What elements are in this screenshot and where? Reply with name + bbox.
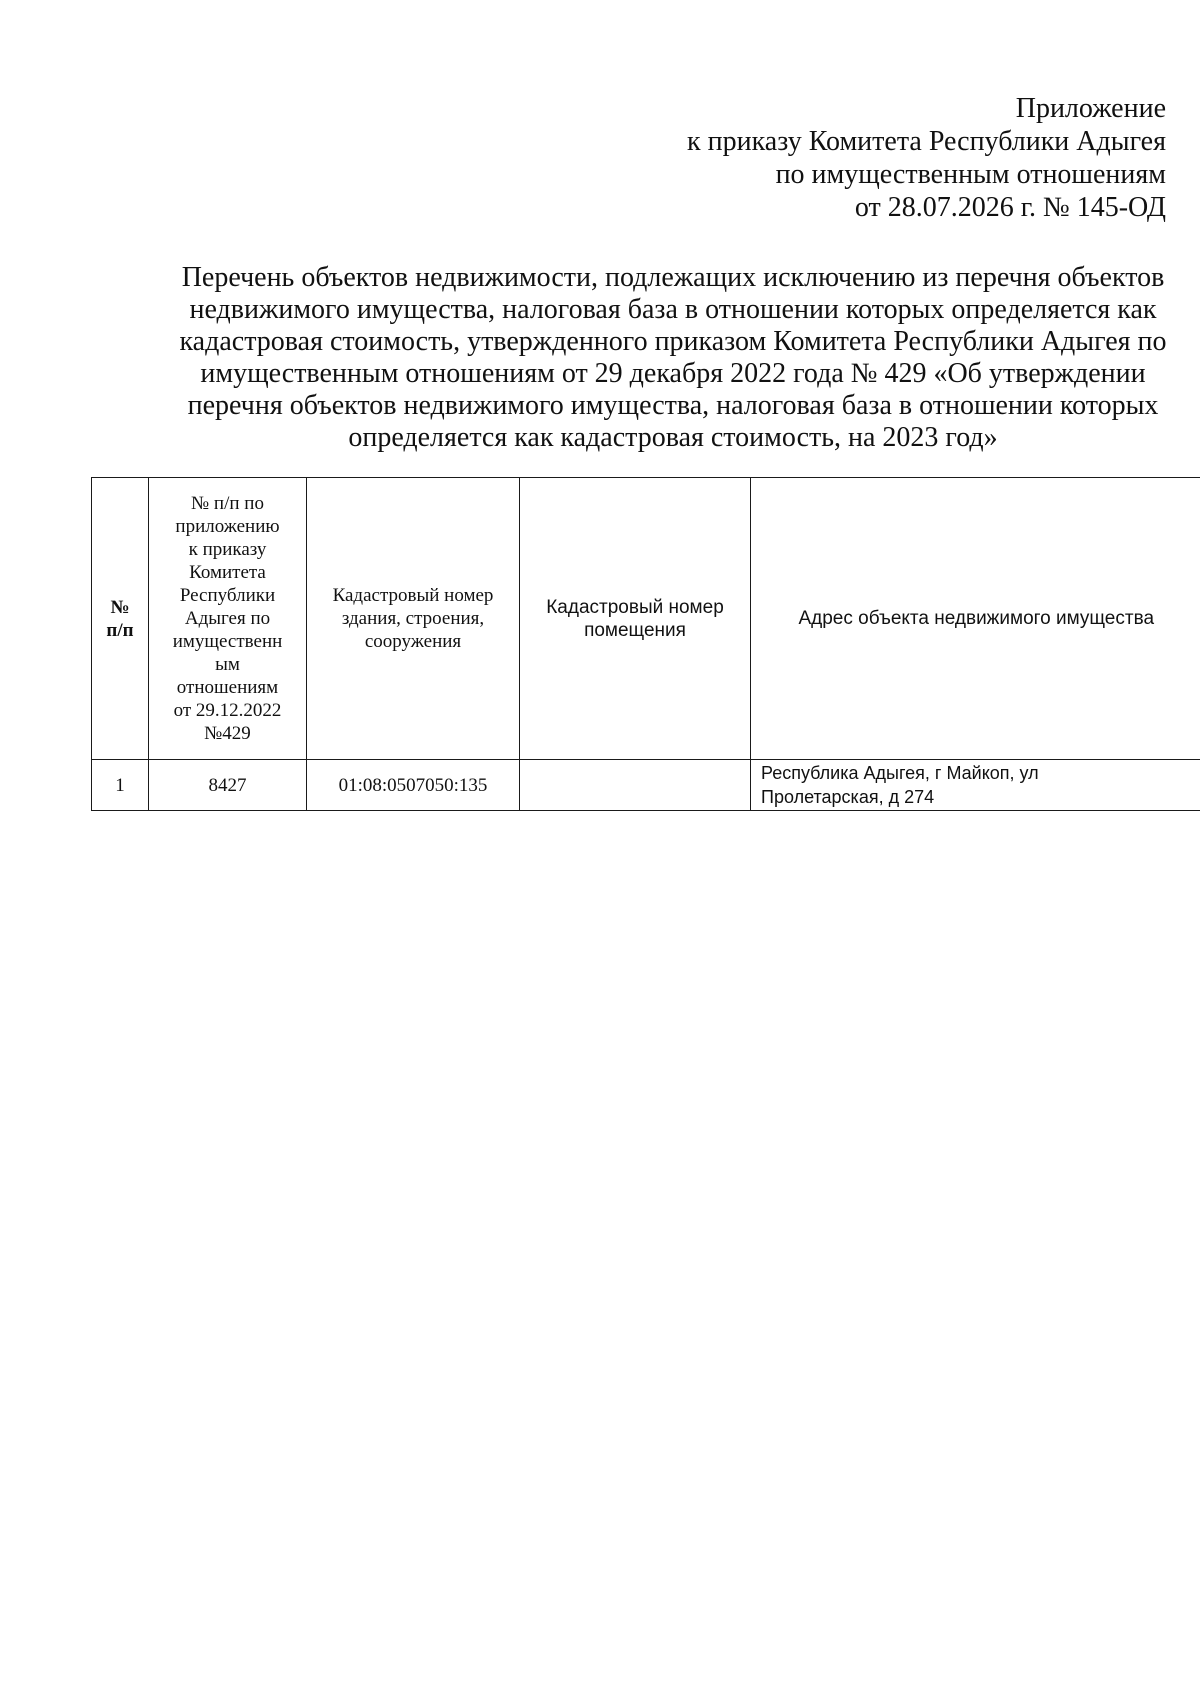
appendix-order-ref: к приказу Комитета Республики Адыгея — [687, 126, 1166, 157]
header-num: № п/п — [92, 478, 149, 760]
header-building-cadastral: Кадастровый номер здания, строения, сооружения — [307, 478, 520, 760]
header-room-cadastral: Кадастровый номер помещения — [520, 478, 751, 760]
appendix-committee: по имущественным отношениям — [775, 159, 1166, 190]
title-line: определяется как кадастровая стоимость, на 2023 год» — [348, 422, 998, 453]
document-title — [148, 262, 1198, 454]
appendix-header — [687, 92, 1166, 224]
header-appendix-num: № п/п по приложению к приказу Комитета Республики Адыгея по имущественн ым отношениям от 29.12.2022 №429 — [149, 478, 307, 760]
cell-num: 1 — [92, 760, 149, 811]
title-line: имущественным отношениям от 29 декабря 2022 года № 429 «Об утверждении — [200, 358, 1146, 389]
address-line: Пролетарская, д 274 — [761, 787, 935, 807]
property-table — [91, 477, 1200, 811]
cell-building-cadastral: 01:08:0507050:135 — [307, 760, 520, 811]
address-line: Республика Адыгея, г Майкоп, ул — [761, 763, 1039, 783]
title-line: кадастровая стоимость, утвержденного приказом Комитета Республики Адыгея по — [179, 326, 1167, 357]
appendix-order-date: от 28.07.2026 г. № 145-ОД — [854, 192, 1166, 223]
table-row — [92, 760, 1200, 811]
cell-address — [751, 760, 1200, 811]
appendix-label: Приложение — [1015, 93, 1166, 124]
title-line: Перечень объектов недвижимости, подлежащих исключению из перечня объектов — [181, 262, 1165, 293]
cell-appendix-num: 8427 — [149, 760, 307, 811]
cell-room-cadastral — [520, 760, 751, 811]
title-line: недвижимого имущества, налоговая база в отношении которых определяется как — [189, 294, 1157, 325]
title-line: перечня объектов недвижимого имущества, налоговая база в отношении которых — [187, 390, 1159, 421]
header-address: Адрес объекта недвижимого имущества — [751, 478, 1200, 760]
table-header-row — [92, 478, 1200, 760]
